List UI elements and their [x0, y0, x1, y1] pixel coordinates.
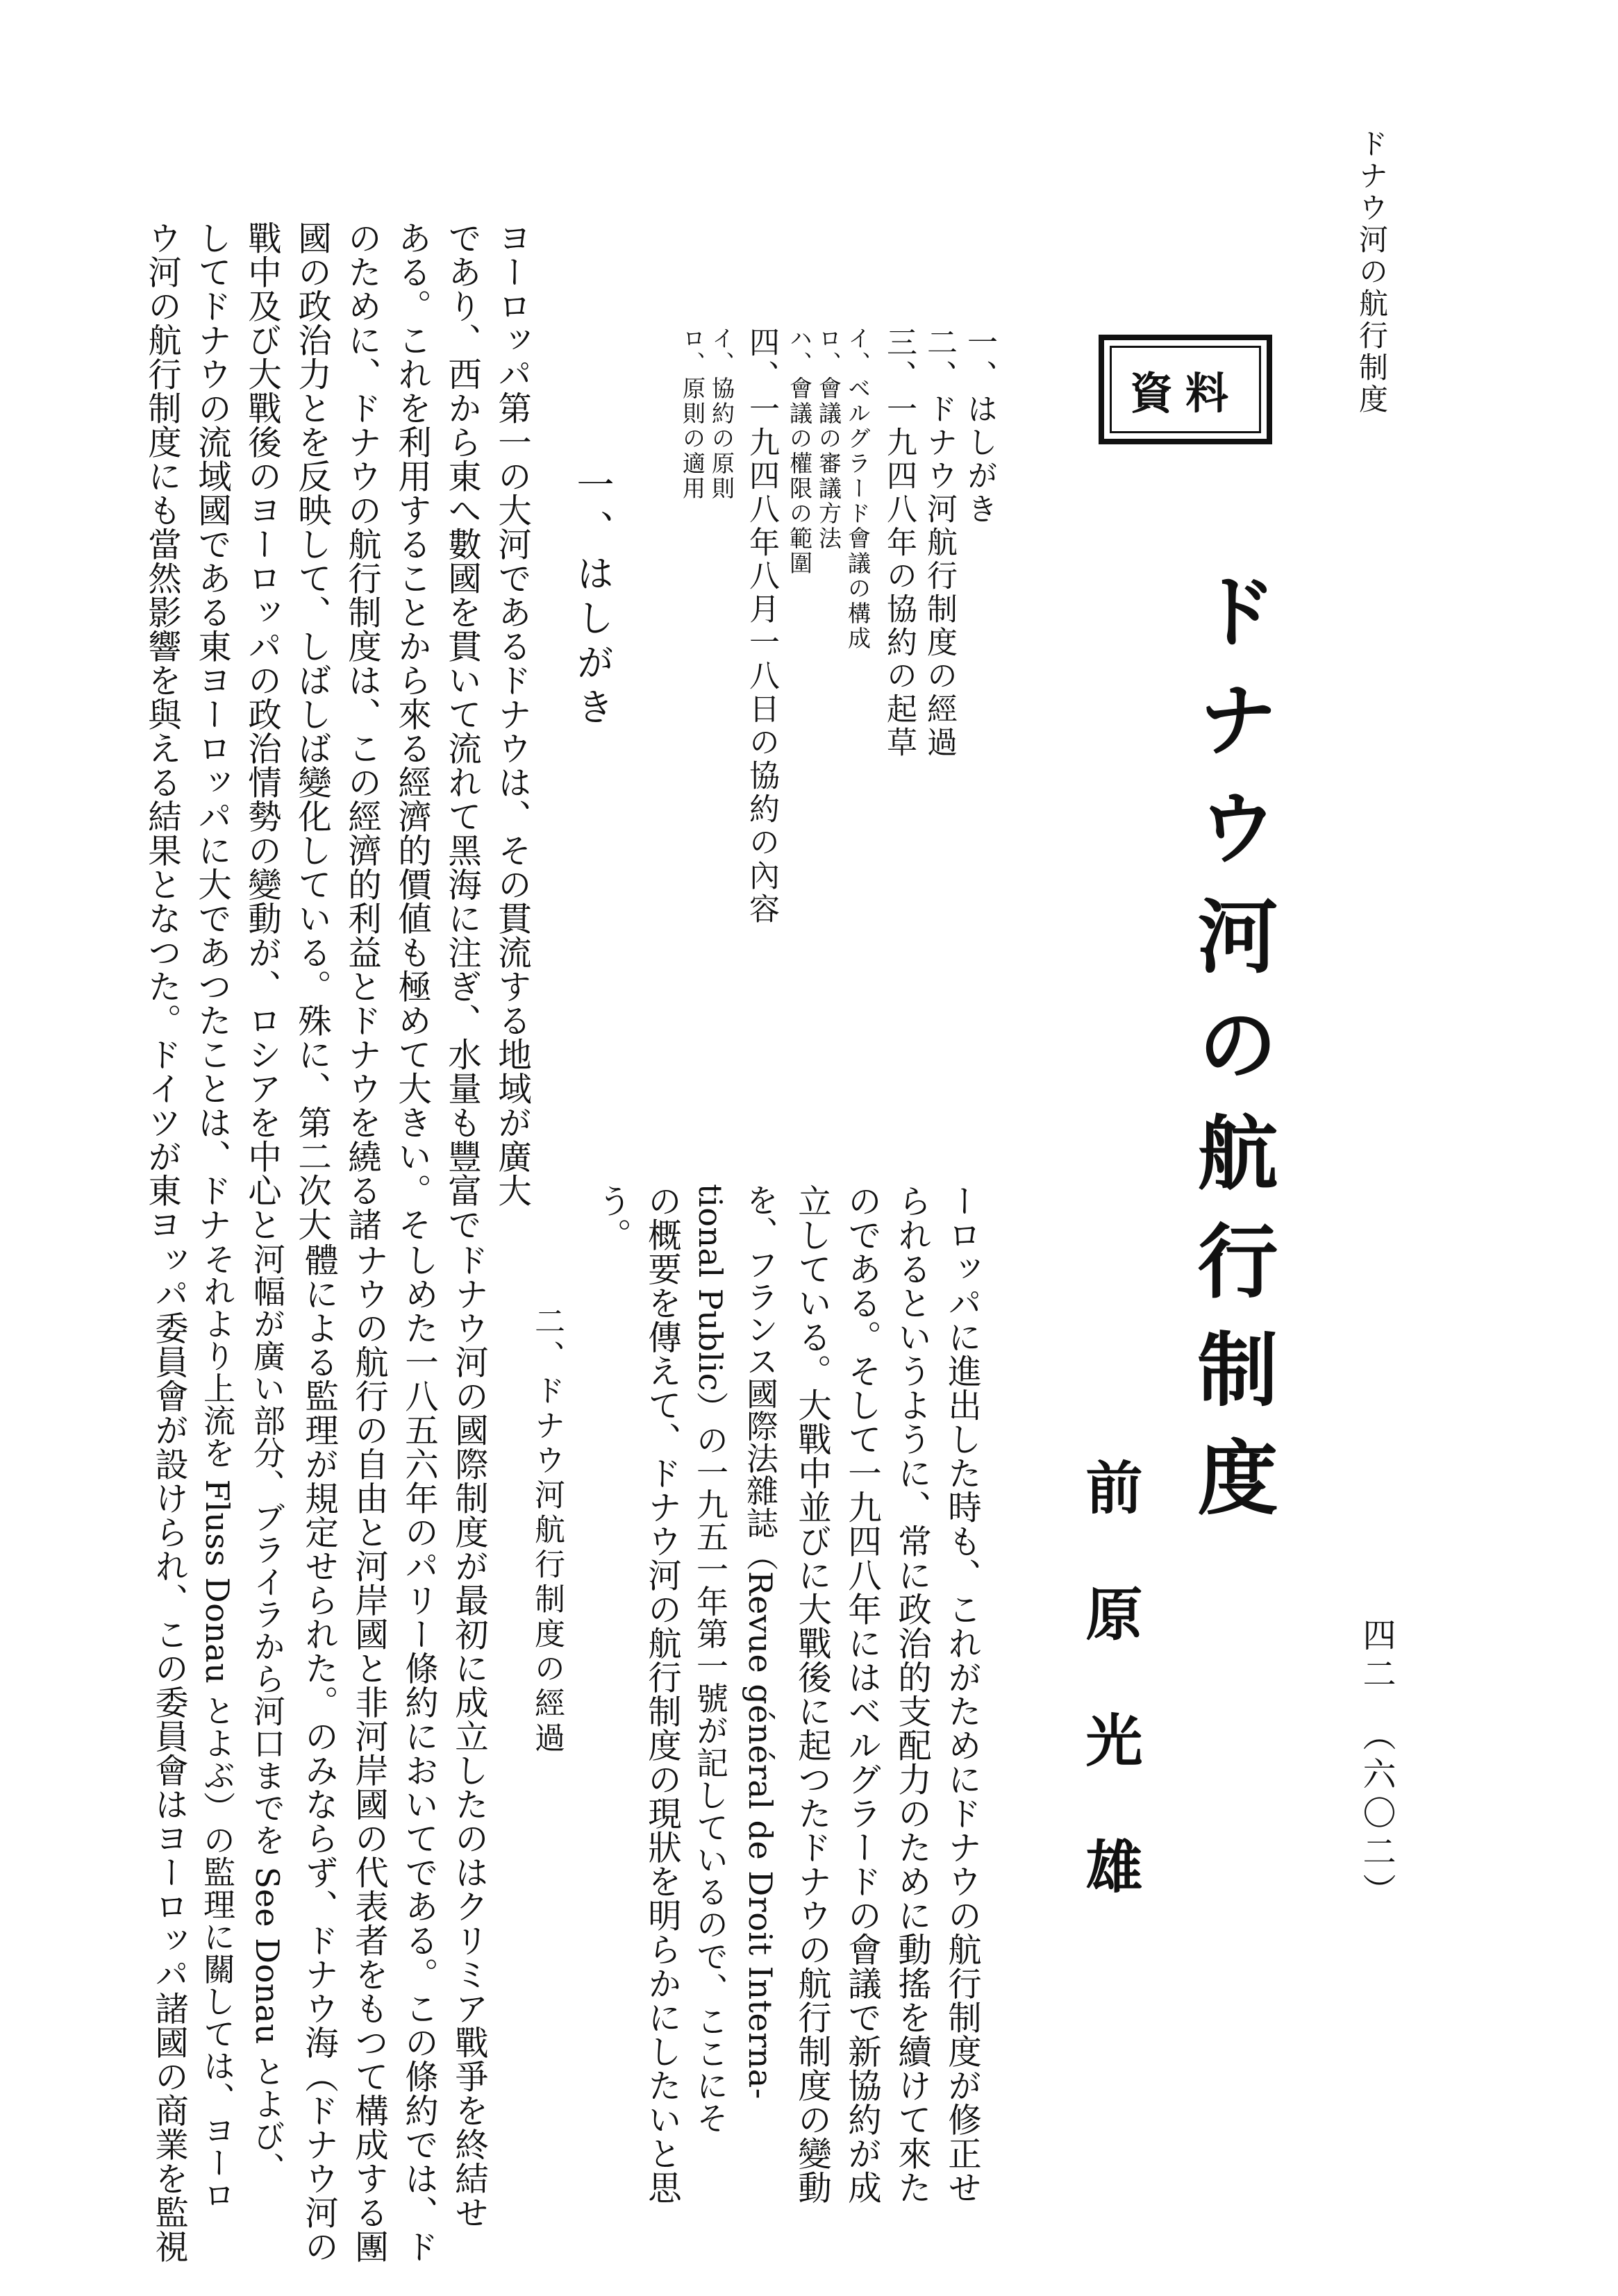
body-line: を、フランス國際法雜誌（Revue général de Droit Interna-: [742, 1184, 779, 2100]
section-label: 資料: [1129, 367, 1241, 419]
body-line: ナウの航行の自由と河岸國と非河岸國の代表者をもつて構成する團: [349, 1243, 388, 2263]
body-line: ある。これを利用することから來る經濟的價値も極めて大きい。そ: [392, 221, 431, 1241]
article-title: ドナウ河の航行制度: [1184, 569, 1278, 1544]
body-line: 國の政治力とを反映して、しばしば變化している。殊に、第二次大: [292, 221, 331, 1241]
toc-item: 二、ドナウ河航行制度の經過: [921, 326, 957, 760]
toc-item: 四、一九四八年八月一八日の協約の內容: [744, 326, 779, 926]
body-line: 體による監理が規定せられた。のみならず、ドナウ海（ドナウ河の: [299, 1243, 338, 2263]
toc-item: 三、一九四八年の協約の起草: [881, 326, 917, 760]
toc-subitem: ハ、會議の權限の範圍: [786, 326, 813, 576]
body-line: 立している。大戰中並びに大戰後に起つたドナウの航行制度の變動: [792, 1184, 831, 2204]
body-line: しめた一八五六年のパリー條約においてである。この條約では、ド: [399, 1243, 438, 2263]
section-label-box: [1099, 335, 1272, 444]
body-line: 河幅が廣い部分、ブライラから河口までを See Donau とよび、: [249, 1243, 286, 2185]
body-line: の概要を傳えて、ドナウ河の航行制度の現狀を明らかにしたいと思: [642, 1184, 681, 2204]
section-heading-1: 一、はしがき: [571, 465, 615, 732]
toc-subitem: イ、協約の原則: [708, 326, 735, 501]
body-line: tional Public）の一九五一年第一號が記しているので、ここにそ: [692, 1184, 729, 2134]
author-name: 前原光雄: [1076, 1458, 1143, 1963]
running-head: ドナウ河の航行制度: [1355, 128, 1389, 416]
body-line: う。: [592, 1184, 631, 1252]
body-line: ドナウ河の國際制度が最初に成立したのはクリミア戰爭を終結せ: [449, 1243, 488, 2229]
body-line: られるというように、常に政治的支配力のために動搖を續けて來た: [892, 1184, 931, 2204]
section-heading-2: 二、ドナウ河航行制度の經過: [529, 1305, 565, 1757]
body-line: ッパ委員會が設けられ、この委員會はヨーロッパ諸國の商業を監視: [149, 1243, 188, 2263]
toc-subitem: ロ、原則の適用: [679, 326, 706, 501]
body-line: 戰中及び大戰後のヨーロッパの政治情勢の變動が、ロシアを中心と: [242, 221, 281, 1241]
page-number: 四二 （六〇二）: [1357, 1618, 1396, 1912]
body-line: それより上流を Fluss Donau とよぶ）の監理に關しては、ヨーロ: [199, 1243, 236, 2211]
body-line: のために、ドナウの航行制度は、この經濟的利益とドナウを繞る諸: [342, 221, 381, 1241]
body-line: ウ河の航行制度にも當然影響を與える結果となつた。ドイツが東ヨ: [142, 221, 181, 1241]
toc-subitem: ロ、會議の審議方法: [815, 326, 842, 551]
body-line: であり、西から東へ數國を貫いて流れて黑海に注ぎ、水量も豐富で: [442, 221, 481, 1241]
body-line: のである。そして一九四八年にはベルグラードの會議で新協約が成: [842, 1184, 881, 2204]
body-line: ヨーロッパ第一の大河であるドナウは、その貫流する地域が廣大: [492, 221, 531, 1207]
toc-subitem: イ、ベルグラード會議の構成: [844, 326, 871, 651]
toc-item: 一、はしがき: [962, 326, 997, 526]
body-line: ーロッパに進出した時も、これがためにドナウの航行制度が修正せ: [942, 1184, 981, 2204]
body-line: してドナウの流域國である東ヨーロッパに大であつたことは、ドナ: [192, 221, 231, 1241]
